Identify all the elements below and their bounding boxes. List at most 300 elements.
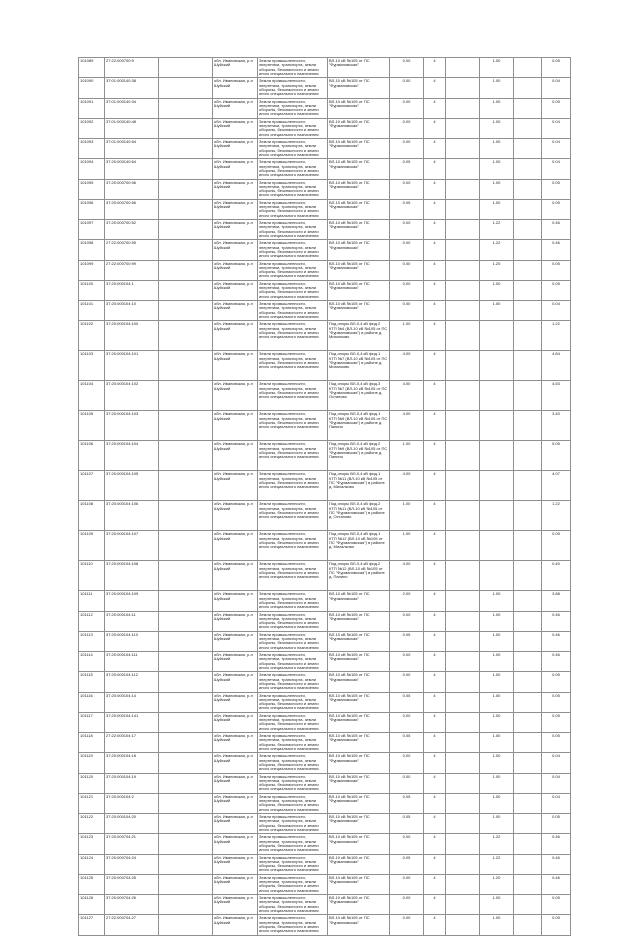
cell-blank-2 (514, 179, 542, 199)
cell-row-id: 101091 (79, 98, 105, 118)
table-row (79, 814, 571, 834)
cell-right-code: 4 (424, 773, 446, 793)
cell-area-value: 0.05 (390, 854, 424, 874)
cell-object-name: Под опоры ВЛ-0,4 кВ фид.2 КТП №9 (ВЛ-10 кВ №105 от ПС "Фурмановская") в районе д. Панино (328, 441, 390, 471)
cell-spacer (159, 854, 213, 874)
cell-object-name: ВЛ-10 кВ №105 от ПС "Фурмановская" (328, 139, 390, 159)
cell-blank-1 (446, 874, 480, 894)
cell-cadastral-number: 37:20:000104:103 (105, 411, 159, 441)
cell-area-value: 0.00 (390, 139, 424, 159)
cell-blank-1 (446, 240, 480, 260)
cell-object-name: ВЛ-10 кВ №105 от ПС "Фурмановская" (328, 301, 390, 321)
cell-spacer (159, 301, 213, 321)
cell-blank-1 (446, 280, 480, 300)
cell-object-name: ВЛ-10 кВ №105 от ПС "Фурмановская" (328, 631, 390, 651)
cell-share-value: 1.00 (480, 753, 514, 773)
cell-address: обл. Ивановская, р-н Шуйский (213, 854, 258, 874)
cell-object-name: Под опоры ВЛ-0,4 кВ фид.1 КТП №12 (ВЛ-10 кВ №105 от ПС "Фурмановская") в районе д. Михалково (328, 531, 390, 561)
cell-area-value: 0.00 (390, 280, 424, 300)
cell-blank-2 (514, 98, 542, 118)
cell-share-value: 1.00 (480, 179, 514, 199)
cell-address: обл. Ивановская, р-н Шуйский (213, 834, 258, 854)
cell-cost-value: 0.05 (542, 814, 571, 834)
cell-blank-2 (514, 672, 542, 692)
cell-blank-1 (446, 814, 480, 834)
cell-cost-value: 0.46 (542, 834, 571, 854)
cell-address: обл. Ивановская, р-н Шуйский (213, 793, 258, 813)
cell-blank-2 (514, 441, 542, 471)
cell-cadastral-number: 37:20:000704:26 (105, 895, 159, 915)
cell-row-id: 101096 (79, 199, 105, 219)
cell-area-value: 0.00 (390, 260, 424, 280)
table-row (79, 351, 571, 381)
cell-row-id: 101108 (79, 501, 105, 531)
cell-object-name: ВЛ-10 кВ №105 от ПС "Фурмановская" (328, 118, 390, 138)
table-row (79, 301, 571, 321)
cell-address: обл. Ивановская, р-н Шуйский (213, 260, 258, 280)
cell-blank-2 (514, 773, 542, 793)
cell-address: обл. Ивановская, р-н Шуйский (213, 631, 258, 651)
cell-row-id: 101119 (79, 753, 105, 773)
cell-object-name: ВЛ-10 кВ №105 от ПС "Фурмановская" (328, 773, 390, 793)
cell-blank-1 (446, 58, 480, 78)
cell-blank-2 (514, 733, 542, 753)
cell-cost-value: 0.05 (542, 179, 571, 199)
cell-spacer (159, 441, 213, 471)
cell-right-code: 4 (424, 895, 446, 915)
cell-row-id: 101118 (79, 733, 105, 753)
cell-row-id: 101095 (79, 179, 105, 199)
cell-land-category: Земли промышленности, энергетики, транспорта, земли обороны, безопасности и земли иного специального назначения (258, 280, 328, 300)
cell-address: обл. Ивановская, р-н Шуйский (213, 351, 258, 381)
cell-object-name: ВЛ-10 кВ №105 от ПС "Фурмановская" (328, 98, 390, 118)
table-row (79, 78, 571, 98)
cell-spacer (159, 753, 213, 773)
cell-object-name: ВЛ-10 кВ №105 от ПС "Фурмановская" (328, 854, 390, 874)
cell-spacer (159, 98, 213, 118)
table-row (79, 118, 571, 138)
cell-spacer (159, 260, 213, 280)
cell-object-name: ВЛ-10 кВ №105 от ПС "Фурмановская" (328, 280, 390, 300)
cell-cadastral-number: 37:20:000140:64 (105, 159, 159, 179)
cell-address: обл. Ивановская, р-н Шуйский (213, 411, 258, 441)
cell-share-value: 1.00 (480, 814, 514, 834)
cell-blank-1 (446, 692, 480, 712)
cell-row-id: 101117 (79, 712, 105, 732)
cell-cost-value: 0.05 (542, 692, 571, 712)
cell-row-id: 101126 (79, 895, 105, 915)
cell-address: обл. Ивановская, р-н Шуйский (213, 381, 258, 411)
cell-blank-1 (446, 220, 480, 240)
cell-spacer (159, 381, 213, 411)
cell-right-code: 4 (424, 652, 446, 672)
cell-share-value: 1.00 (480, 118, 514, 138)
cell-row-id: 101122 (79, 814, 105, 834)
cell-share-value: 1.22 (480, 854, 514, 874)
cell-share-value: 1.00 (480, 672, 514, 692)
cell-land-category: Земли промышленности, энергетики, транспорта, земли обороны, безопасности и земли иного специального назначения (258, 260, 328, 280)
cell-address: обл. Ивановская, р-н Шуйский (213, 915, 258, 935)
cell-blank-1 (446, 672, 480, 692)
cell-cost-value: 0.05 (542, 58, 571, 78)
cell-blank-2 (514, 78, 542, 98)
cell-object-name: ВЛ-10 кВ №105 от ПС "Фурмановская" (328, 712, 390, 732)
cell-area-value: 0.00 (390, 58, 424, 78)
table-row (79, 631, 571, 651)
cell-address: обл. Ивановская, р-н Шуйский (213, 753, 258, 773)
cell-right-code: 4 (424, 179, 446, 199)
cell-area-value: 0.00 (390, 220, 424, 240)
table-row (79, 561, 571, 591)
cell-row-id: 101112 (79, 611, 105, 631)
cell-cadastral-number: 37:20:000104:111 (105, 652, 159, 672)
cell-address: обл. Ивановская, р-н Шуйский (213, 280, 258, 300)
cell-share-value: 1.00 (480, 280, 514, 300)
cell-spacer (159, 179, 213, 199)
cell-blank-2 (514, 471, 542, 501)
cell-share-value (480, 441, 514, 471)
cell-row-id: 101123 (79, 834, 105, 854)
table-row (79, 753, 571, 773)
cell-address: обл. Ивановская, р-н Шуйский (213, 441, 258, 471)
cell-address: обл. Ивановская, р-н Шуйский (213, 733, 258, 753)
cell-blank-1 (446, 351, 480, 381)
cell-land-category: Земли промышленности, энергетики, транспорта, земли обороны, безопасности и земли иного специального назначения (258, 652, 328, 672)
cell-row-id: 101101 (79, 301, 105, 321)
cell-right-code: 4 (424, 159, 446, 179)
cell-cadastral-number: 37:20:000104:20 (105, 814, 159, 834)
cell-blank-2 (514, 692, 542, 712)
table-row (79, 501, 571, 531)
cell-area-value: 0.05 (390, 159, 424, 179)
cell-object-name: ВЛ-10 кВ №105 от ПС "Фурмановская" (328, 179, 390, 199)
cell-right-code: 4 (424, 733, 446, 753)
cell-blank-1 (446, 591, 480, 611)
cell-share-value: 1.00 (480, 793, 514, 813)
cell-share-value: 1.00 (480, 199, 514, 219)
cell-blank-2 (514, 915, 542, 935)
cell-cost-value: 0.05 (542, 199, 571, 219)
cell-land-category: Земли промышленности, энергетики, транспорта, земли обороны, безопасности и земли иного специального назначения (258, 733, 328, 753)
cell-blank-2 (514, 793, 542, 813)
table-row (79, 321, 571, 351)
cell-spacer (159, 321, 213, 351)
cell-right-code: 4 (424, 199, 446, 219)
cell-cost-value: 0.04 (542, 159, 571, 179)
cell-area-value: 0.00 (390, 301, 424, 321)
cell-blank-1 (446, 834, 480, 854)
cell-blank-2 (514, 874, 542, 894)
cell-land-category: Земли промышленности, энергетики, транспорта, земли обороны, безопасности и земли иного специального назначения (258, 692, 328, 712)
cell-area-value: 4.00 (390, 381, 424, 411)
cell-row-id: 101099 (79, 260, 105, 280)
cell-cadastral-number: 37:20:000104:18 (105, 753, 159, 773)
cell-spacer (159, 874, 213, 894)
cell-area-value: 0.00 (390, 652, 424, 672)
cell-share-value (480, 381, 514, 411)
cell-right-code: 4 (424, 561, 446, 591)
cell-land-category: Земли промышленности, энергетики, транспорта, земли обороны, безопасности и земли иного специального назначения (258, 411, 328, 441)
cell-cost-value: 0.46 (542, 611, 571, 631)
cell-share-value: 1.22 (480, 220, 514, 240)
cell-spacer (159, 712, 213, 732)
cell-cost-value: 0.05 (542, 915, 571, 935)
cell-right-code: 4 (424, 874, 446, 894)
cell-right-code: 4 (424, 301, 446, 321)
cell-blank-1 (446, 321, 480, 351)
cell-object-name: ВЛ-10 кВ №105 от ПС "Фурмановская" (328, 591, 390, 611)
cell-blank-2 (514, 351, 542, 381)
cell-right-code: 4 (424, 531, 446, 561)
cell-spacer (159, 631, 213, 651)
table-row (79, 672, 571, 692)
cell-area-value: 0.00 (390, 753, 424, 773)
cell-address: обл. Ивановская, р-н Шуйский (213, 179, 258, 199)
cell-cadastral-number: 37:01:000140:38 (105, 78, 159, 98)
cell-cadastral-number: 37:20:000104:2 (105, 793, 159, 813)
cell-address: обл. Ивановская, р-н Шуйский (213, 220, 258, 240)
cell-cost-value: 0.04 (542, 78, 571, 98)
cell-area-value: 0.05 (390, 733, 424, 753)
cell-blank-1 (446, 733, 480, 753)
cell-cost-value: 0.46 (542, 631, 571, 651)
cell-spacer (159, 652, 213, 672)
cell-share-value: 1.00 (480, 773, 514, 793)
cell-share-value: 1.00 (480, 58, 514, 78)
cell-address: обл. Ивановская, р-н Шуйский (213, 611, 258, 631)
cell-cadastral-number: 37:20:000104:102 (105, 381, 159, 411)
cell-area-value: 0.00 (390, 773, 424, 793)
cell-cost-value: 0.46 (542, 854, 571, 874)
cell-area-value: 0.00 (390, 712, 424, 732)
table-row (79, 159, 571, 179)
cell-address: обл. Ивановская, р-н Шуйский (213, 139, 258, 159)
cell-right-code: 4 (424, 240, 446, 260)
cell-blank-2 (514, 591, 542, 611)
cell-cadastral-number: 37:20:000104:109 (105, 591, 159, 611)
cell-object-name: ВЛ-10 кВ №105 от ПС "Фурмановская" (328, 260, 390, 280)
cell-row-id: 101089 (79, 58, 105, 78)
cell-cost-value: 0.05 (542, 733, 571, 753)
cell-row-id: 101127 (79, 915, 105, 935)
cell-share-value (480, 351, 514, 381)
cell-row-id: 101092 (79, 118, 105, 138)
cell-spacer (159, 814, 213, 834)
cell-address: обл. Ивановская, р-н Шуйский (213, 652, 258, 672)
cell-cadastral-number: 27:22:000104:17 (105, 733, 159, 753)
cell-cost-value: 0.04 (542, 773, 571, 793)
cell-object-name: ВЛ-10 кВ №105 от ПС "Фурмановская" (328, 692, 390, 712)
cell-cadastral-number: 37:20:000704:24 (105, 854, 159, 874)
cell-address: обл. Ивановская, р-н Шуйский (213, 240, 258, 260)
cell-land-category: Земли промышленности, энергетики, транспорта, земли обороны, безопасности и земли иного специального назначения (258, 854, 328, 874)
cell-cost-value: 0.04 (542, 753, 571, 773)
cell-cost-value: 4.84 (542, 351, 571, 381)
cell-cost-value: 0.46 (542, 874, 571, 894)
cell-land-category: Земли промышленности, энергетики, транспорта, земли обороны, безопасности и земли иного специального назначения (258, 220, 328, 240)
cell-address: обл. Ивановская, р-н Шуйский (213, 199, 258, 219)
cell-blank-1 (446, 712, 480, 732)
cell-share-value (480, 321, 514, 351)
cell-blank-2 (514, 814, 542, 834)
cell-blank-1 (446, 501, 480, 531)
cell-address: обл. Ивановская, р-н Шуйский (213, 118, 258, 138)
cell-object-name: ВЛ-10 кВ №105 от ПС "Фурмановская" (328, 874, 390, 894)
cell-cadastral-number: 37:20:000700:56 (105, 199, 159, 219)
cell-object-name: Под опоры ВЛ-0,4 кВ фид.2 КТП №4 (ВЛ-10 кВ №105 от ПС "Фурмановская") в районе д. Михалково (328, 321, 390, 351)
cell-cadastral-number: 37:20:000104:19 (105, 773, 159, 793)
cell-blank-2 (514, 220, 542, 240)
cell-share-value: 1.00 (480, 915, 514, 935)
cell-land-category: Земли промышленности, энергетики, транспорта, земли обороны, безопасности и земли иного специального назначения (258, 834, 328, 854)
cell-right-code: 4 (424, 411, 446, 441)
table-row (79, 280, 571, 300)
cell-row-id: 101107 (79, 471, 105, 501)
cell-cadastral-number: 37:20:000104:141 (105, 712, 159, 732)
cell-row-id: 101121 (79, 793, 105, 813)
cell-right-code: 4 (424, 631, 446, 651)
cell-cadastral-number: 37:20:000104:14 (105, 692, 159, 712)
cell-blank-1 (446, 301, 480, 321)
cell-address: обл. Ивановская, р-н Шуйский (213, 471, 258, 501)
cell-spacer (159, 199, 213, 219)
cell-share-value: 1.22 (480, 240, 514, 260)
cell-blank-2 (514, 139, 542, 159)
cell-cost-value: 0.04 (542, 139, 571, 159)
cell-blank-2 (514, 611, 542, 631)
table-row (79, 652, 571, 672)
cell-right-code: 4 (424, 854, 446, 874)
cell-blank-1 (446, 531, 480, 561)
cell-area-value: 1.00 (390, 441, 424, 471)
cell-right-code: 4 (424, 260, 446, 280)
cell-object-name: ВЛ-10 кВ №105 от ПС "Фурмановская" (328, 895, 390, 915)
document-page (78, 57, 571, 936)
cell-land-category: Земли промышленности, энергетики, транспорта, земли обороны, безопасности и земли иного специального назначения (258, 118, 328, 138)
cell-cadastral-number: 27:22:000700:95 (105, 240, 159, 260)
cell-object-name: ВЛ-10 кВ №105 от ПС "Фурмановская" (328, 834, 390, 854)
cell-blank-1 (446, 411, 480, 441)
cell-land-category: Земли промышленности, энергетики, транспорта, земли обороны, безопасности и земли иного специального назначения (258, 351, 328, 381)
cell-area-value: 4.00 (390, 411, 424, 441)
cell-share-value (480, 561, 514, 591)
cell-object-name: ВЛ-10 кВ №105 от ПС "Фурмановская" (328, 733, 390, 753)
cell-land-category: Земли промышленности, энергетики, транспорта, земли обороны, безопасности и земли иного специального назначения (258, 381, 328, 411)
cell-cost-value: 0.05 (542, 280, 571, 300)
cell-land-category: Земли промышленности, энергетики, транспорта, земли обороны, безопасности и земли иного специального назначения (258, 501, 328, 531)
cell-object-name: ВЛ-10 кВ №105 от ПС "Фурмановская" (328, 58, 390, 78)
cell-blank-2 (514, 321, 542, 351)
cell-object-name: ВЛ-10 кВ №105 от ПС "Фурмановская" (328, 220, 390, 240)
cell-object-name: Под опоры ВЛ-0,4 кВ фид.3 КТП №7 (ВЛ-10 кВ №105 от ПС "Фурмановская") в районе д. Остапово (328, 381, 390, 411)
cell-right-code: 4 (424, 471, 446, 501)
cell-address: обл. Ивановская, р-н Шуйский (213, 531, 258, 561)
cell-blank-1 (446, 915, 480, 935)
cell-share-value: 1.00 (480, 692, 514, 712)
cell-right-code: 4 (424, 381, 446, 411)
cell-spacer (159, 118, 213, 138)
cell-cost-value: 0.05 (542, 531, 571, 561)
cell-land-category: Земли промышленности, энергетики, транспорта, земли обороны, безопасности и земли иного специального назначения (258, 58, 328, 78)
cell-spacer (159, 139, 213, 159)
cell-blank-1 (446, 652, 480, 672)
cell-right-code: 4 (424, 753, 446, 773)
cell-cadastral-number: 37:20:000704:25 (105, 874, 159, 894)
cell-share-value: 1.00 (480, 591, 514, 611)
cell-cadastral-number: 27:22:000700:99 (105, 260, 159, 280)
cell-share-value: 1.00 (480, 652, 514, 672)
cell-spacer (159, 561, 213, 591)
cell-row-id: 101125 (79, 874, 105, 894)
cell-cadastral-number: 37:20:000700:52 (105, 220, 159, 240)
cell-right-code: 4 (424, 793, 446, 813)
cell-cadastral-number: 37:20:000104:108 (105, 561, 159, 591)
cell-spacer (159, 501, 213, 531)
cell-area-value: 0.00 (390, 834, 424, 854)
cell-object-name: ВЛ-10 кВ №105 от ПС "Фурмановская" (328, 915, 390, 935)
cell-object-name: Под опоры ВЛ-0,4 кВ фид.1 КТП №9 (ВЛ-10 кВ №105 от ПС "Фурмановская") в районе д. Панино (328, 411, 390, 441)
cell-share-value (480, 471, 514, 501)
cell-area-value: 0.00 (390, 611, 424, 631)
cell-blank-2 (514, 280, 542, 300)
cell-blank-2 (514, 561, 542, 591)
cell-address: обл. Ивановская, р-н Шуйский (213, 773, 258, 793)
cell-address: обл. Ивановская, р-н Шуйский (213, 98, 258, 118)
cell-blank-2 (514, 159, 542, 179)
cell-spacer (159, 733, 213, 753)
cell-address: обл. Ивановская, р-н Шуйский (213, 501, 258, 531)
cell-row-id: 101098 (79, 240, 105, 260)
cell-spacer (159, 351, 213, 381)
cell-address: обл. Ивановская, р-н Шуйский (213, 672, 258, 692)
cell-right-code: 4 (424, 672, 446, 692)
cell-land-category: Земли промышленности, энергетики, транспорта, земли обороны, безопасности и земли иного специального назначения (258, 712, 328, 732)
table-row (79, 834, 571, 854)
cell-land-category: Земли промышленности, энергетики, транспорта, земли обороны, безопасности и земли иного специального назначения (258, 874, 328, 894)
cell-share-value: 1.00 (480, 712, 514, 732)
cell-land-category: Земли промышленности, энергетики, транспорта, земли обороны, безопасности и земли иного специального назначения (258, 139, 328, 159)
table-row (79, 411, 571, 441)
cell-address: обл. Ивановская, р-н Шуйский (213, 78, 258, 98)
cell-right-code: 4 (424, 58, 446, 78)
cell-right-code: 4 (424, 321, 446, 351)
cell-land-category: Земли промышленности, энергетики, транспорта, земли обороны, безопасности и земли иного специального назначения (258, 531, 328, 561)
cell-share-value: 1.22 (480, 834, 514, 854)
cell-blank-1 (446, 179, 480, 199)
cell-share-value (480, 411, 514, 441)
cell-row-id: 101114 (79, 652, 105, 672)
table-row (79, 471, 571, 501)
cell-share-value: 1.00 (480, 78, 514, 98)
table-row (79, 854, 571, 874)
cell-address: обл. Ивановская, р-н Шуйский (213, 561, 258, 591)
table-row (79, 591, 571, 611)
cell-share-value: 1.00 (480, 159, 514, 179)
cell-blank-1 (446, 471, 480, 501)
cell-area-value: 1.00 (390, 531, 424, 561)
table-row (79, 441, 571, 471)
cell-object-name: Под опоры ВЛ-0,4 кВ фид.1 КТП №7 (ВЛ-10 кВ №105 от ПС "Фурмановская") в районе д. Михалково (328, 351, 390, 381)
cell-object-name: Под опоры ВЛ-0,4 кВ фид.2 КТП №12 (ВЛ-10 кВ №105 от ПС "Фурмановская") в районе д. Панино (328, 561, 390, 591)
cell-land-category: Земли промышленности, энергетики, транспорта, земли обороны, безопасности и земли иного специального назначения (258, 301, 328, 321)
cell-blank-1 (446, 78, 480, 98)
cell-cadastral-number: 37:20:000104:100 (105, 321, 159, 351)
cell-row-id: 101120 (79, 773, 105, 793)
cell-spacer (159, 531, 213, 561)
cell-object-name: ВЛ-10 кВ №105 от ПС "Фурмановская" (328, 814, 390, 834)
cell-spacer (159, 915, 213, 935)
cell-cost-value: 0.46 (542, 240, 571, 260)
